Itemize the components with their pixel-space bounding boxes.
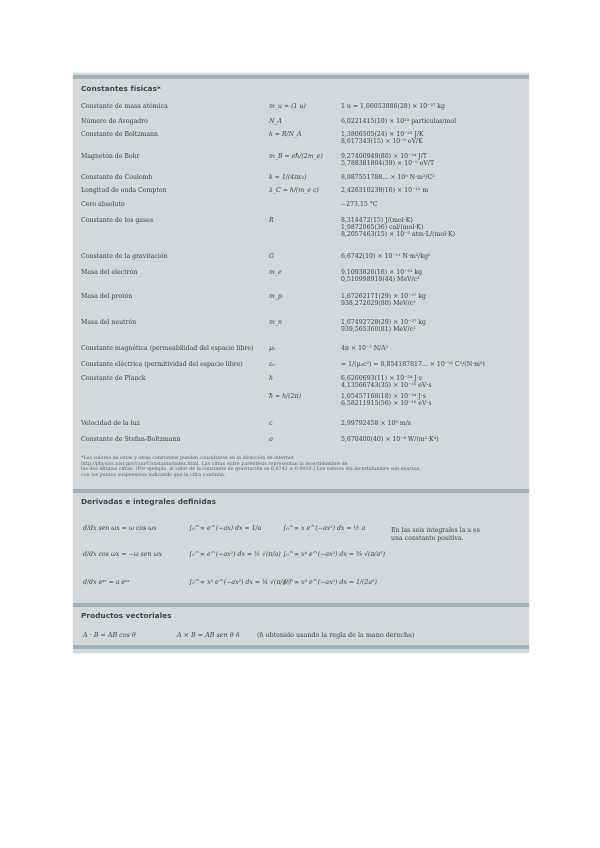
constant-symbol: G	[269, 253, 274, 260]
constant-name: Constante de masa atómica	[81, 103, 168, 110]
constant-symbol: λ_C = h/(m_e c)	[269, 187, 319, 194]
constant-name: Cero absoluto	[81, 201, 125, 208]
constant-value: 6,0221415(10) × 10²³ partículas/mol	[341, 118, 457, 125]
constant-symbol: m_e	[269, 269, 282, 276]
scanned-page	[73, 73, 529, 653]
constant-value: = 1/(μ₀c²) = 8,854187817... × 10⁻¹² C²/(N·m²)	[341, 361, 485, 368]
derivative-cos: d/dx cos ωx = −ω sen ωx	[83, 551, 162, 558]
constant-value: 8,314472(15) J/(mol·K) 1,9872065(36) cal/(mol·K) 8,2057463(15) × 10⁻² atm·L/(mol·K)	[341, 217, 456, 239]
constant-name: Constante magnética (permeabilidad del espacio libre)	[81, 345, 254, 352]
constant-name: Masa del neutrón	[81, 319, 137, 326]
constant-value: 2,99792458 × 10⁸ m/s	[341, 420, 411, 427]
constant-symbol: ħ = h/(2π)	[269, 393, 302, 400]
constant-symbol: h	[269, 375, 273, 382]
derivative-sin: d/dx sen ωx = ω cos ωx	[83, 525, 157, 532]
constant-value: 8,987551788... × 10⁹ N·m²/C²	[341, 174, 435, 181]
constant-symbol: μ₀	[269, 345, 276, 352]
constant-symbol: m_B = eħ/(2m_e)	[269, 153, 323, 160]
constant-symbol: ε₀	[269, 361, 275, 368]
derivatives-divider-bar	[73, 489, 529, 493]
dot-product-formula: A · B = AB cos θ	[83, 631, 136, 639]
constant-value: 6,6742(10) × 10⁻¹¹ N·m²/kg²	[341, 253, 431, 260]
constant-symbol: m_n	[269, 319, 282, 326]
constant-value: 1,3806505(24) × 10⁻²³ J/K 8,617343(15) × 10⁻⁵ eV/K	[341, 131, 424, 146]
constant-value: 2,426310238(16) × 10⁻¹² m	[341, 187, 429, 194]
integrals-note: En las seis integrales la a es una constante positiva.	[391, 527, 480, 542]
constant-name: Masa del electrón	[81, 269, 138, 276]
bottom-divider-bar	[73, 645, 529, 649]
integral-exp: ∫₀^∞ e^(−ax) dx = 1/a	[189, 525, 262, 532]
constant-value: 6,6260693(11) × 10⁻³⁴ J·s 4,13566743(35) × 10⁻¹⁵ eV·s	[341, 375, 432, 390]
constant-value: 4π × 10⁻⁷ N/A²	[341, 345, 389, 352]
constant-name: Constante de Stefan-Boltzmann	[81, 436, 181, 443]
constant-value: −273,15 °C	[341, 201, 378, 208]
constant-name: Constante de Planck	[81, 375, 146, 382]
constant-value: 1,67262171(29) × 10⁻²⁷ kg 938,272029(80) MeV/c²	[341, 293, 426, 308]
constant-name: Constante de Boltzmann	[81, 131, 159, 138]
constant-value: 1,67492728(29) × 10⁻²⁷ kg 939,565360(81) MeV/c²	[341, 319, 426, 334]
constant-value: 1,05457168(18) × 10⁻³⁴ J·s 6,58211915(56) × 10⁻¹⁶ eV·s	[341, 393, 432, 408]
constant-symbol: N_A	[269, 118, 282, 125]
constant-name: Constante de los gases	[81, 217, 153, 224]
constant-name: Velocidad de la luz	[81, 420, 140, 427]
constant-name: Masa del protón	[81, 293, 133, 300]
constant-symbol: m_p	[269, 293, 282, 300]
vector-section-title: Productos vectoriales	[81, 611, 172, 620]
constant-symbol: k = R/N_A	[269, 131, 302, 138]
constants-table	[73, 73, 529, 653]
cross-product-formula: A × B = AB sen θ n̂	[177, 631, 240, 639]
constant-symbol: k = 1/(4πε₀)	[269, 174, 307, 181]
right-hand-rule-note: (n̂ obtenido usando la regla de la mano derecha)	[257, 631, 415, 639]
constant-name: Magnetón de Bohr	[81, 153, 140, 160]
integral-gauss: ∫₀^∞ e^(−ax²) dx = ½ √(π/a)	[189, 551, 281, 558]
constant-value: 9,27400949(80) × 10⁻²⁴ J/T 5,788381804(39) × 10⁻⁵ eV/T	[341, 153, 435, 168]
constant-value: 5,670400(40) × 10⁻⁸ W/(m²·K⁴)	[341, 436, 439, 443]
constant-name: Longitud de onda Compton	[81, 187, 167, 194]
constant-symbol: c	[269, 420, 273, 427]
integral-x-gauss: ∫₀^∞ x e^(−ax²) dx = ½ a	[283, 525, 366, 532]
constant-symbol: m_u = (1 u)	[269, 103, 306, 110]
integral-x4-gauss: ∫₀^∞ x⁴ e^(−ax²) dx = ⅜ √(π/a⁵)	[283, 551, 386, 558]
constant-symbol: R	[269, 217, 274, 224]
vector-divider-bar	[73, 603, 529, 607]
constant-name: Constante eléctrica (permitividad del espacio libre)	[81, 361, 243, 368]
derivatives-section-title: Derivadas e integrales definidas	[81, 497, 216, 506]
constant-symbol: σ	[269, 436, 274, 443]
integral-x3-gauss: ∫₀^∞ x³ e^(−ax²) dx = 1/(2a²)	[283, 579, 377, 586]
constant-value: 1 u = 1,66053886(28) × 10⁻²⁷ kg	[341, 103, 446, 110]
constant-name: Número de Avogadro	[81, 118, 148, 125]
constants-footnote: *Los valores de estas y otras constantes pueden consultarse en la dirección de internet http://physics.nist.gov/cuu/Constants/index.html. Las cifras entre paréntesis representan la incertidumbre de las dos últimas cifras. (Por ejemplo, el valor de la constante de gravitación es 6,6742 ± 0,0010.) Los valores sin incertidumbre son exactos, con los puntos suspensivos indicando que la cifra continúa.	[81, 456, 421, 478]
constants-section-title: Constantes físicas*	[81, 84, 161, 93]
integral-x2-gauss: ∫₀^∞ x² e^(−ax²) dx = ¼ √(π/a³)	[189, 579, 292, 586]
derivative-exp: d/dx eᵃˣ = a eᵃˣ	[83, 579, 130, 586]
constant-name: Constante de la gravitación	[81, 253, 168, 260]
constant-value: 9,1093826(16) × 10⁻³¹ kg 0,510998918(44) MeV/c²	[341, 269, 423, 284]
constant-name: Constante de Coulomb	[81, 174, 153, 181]
